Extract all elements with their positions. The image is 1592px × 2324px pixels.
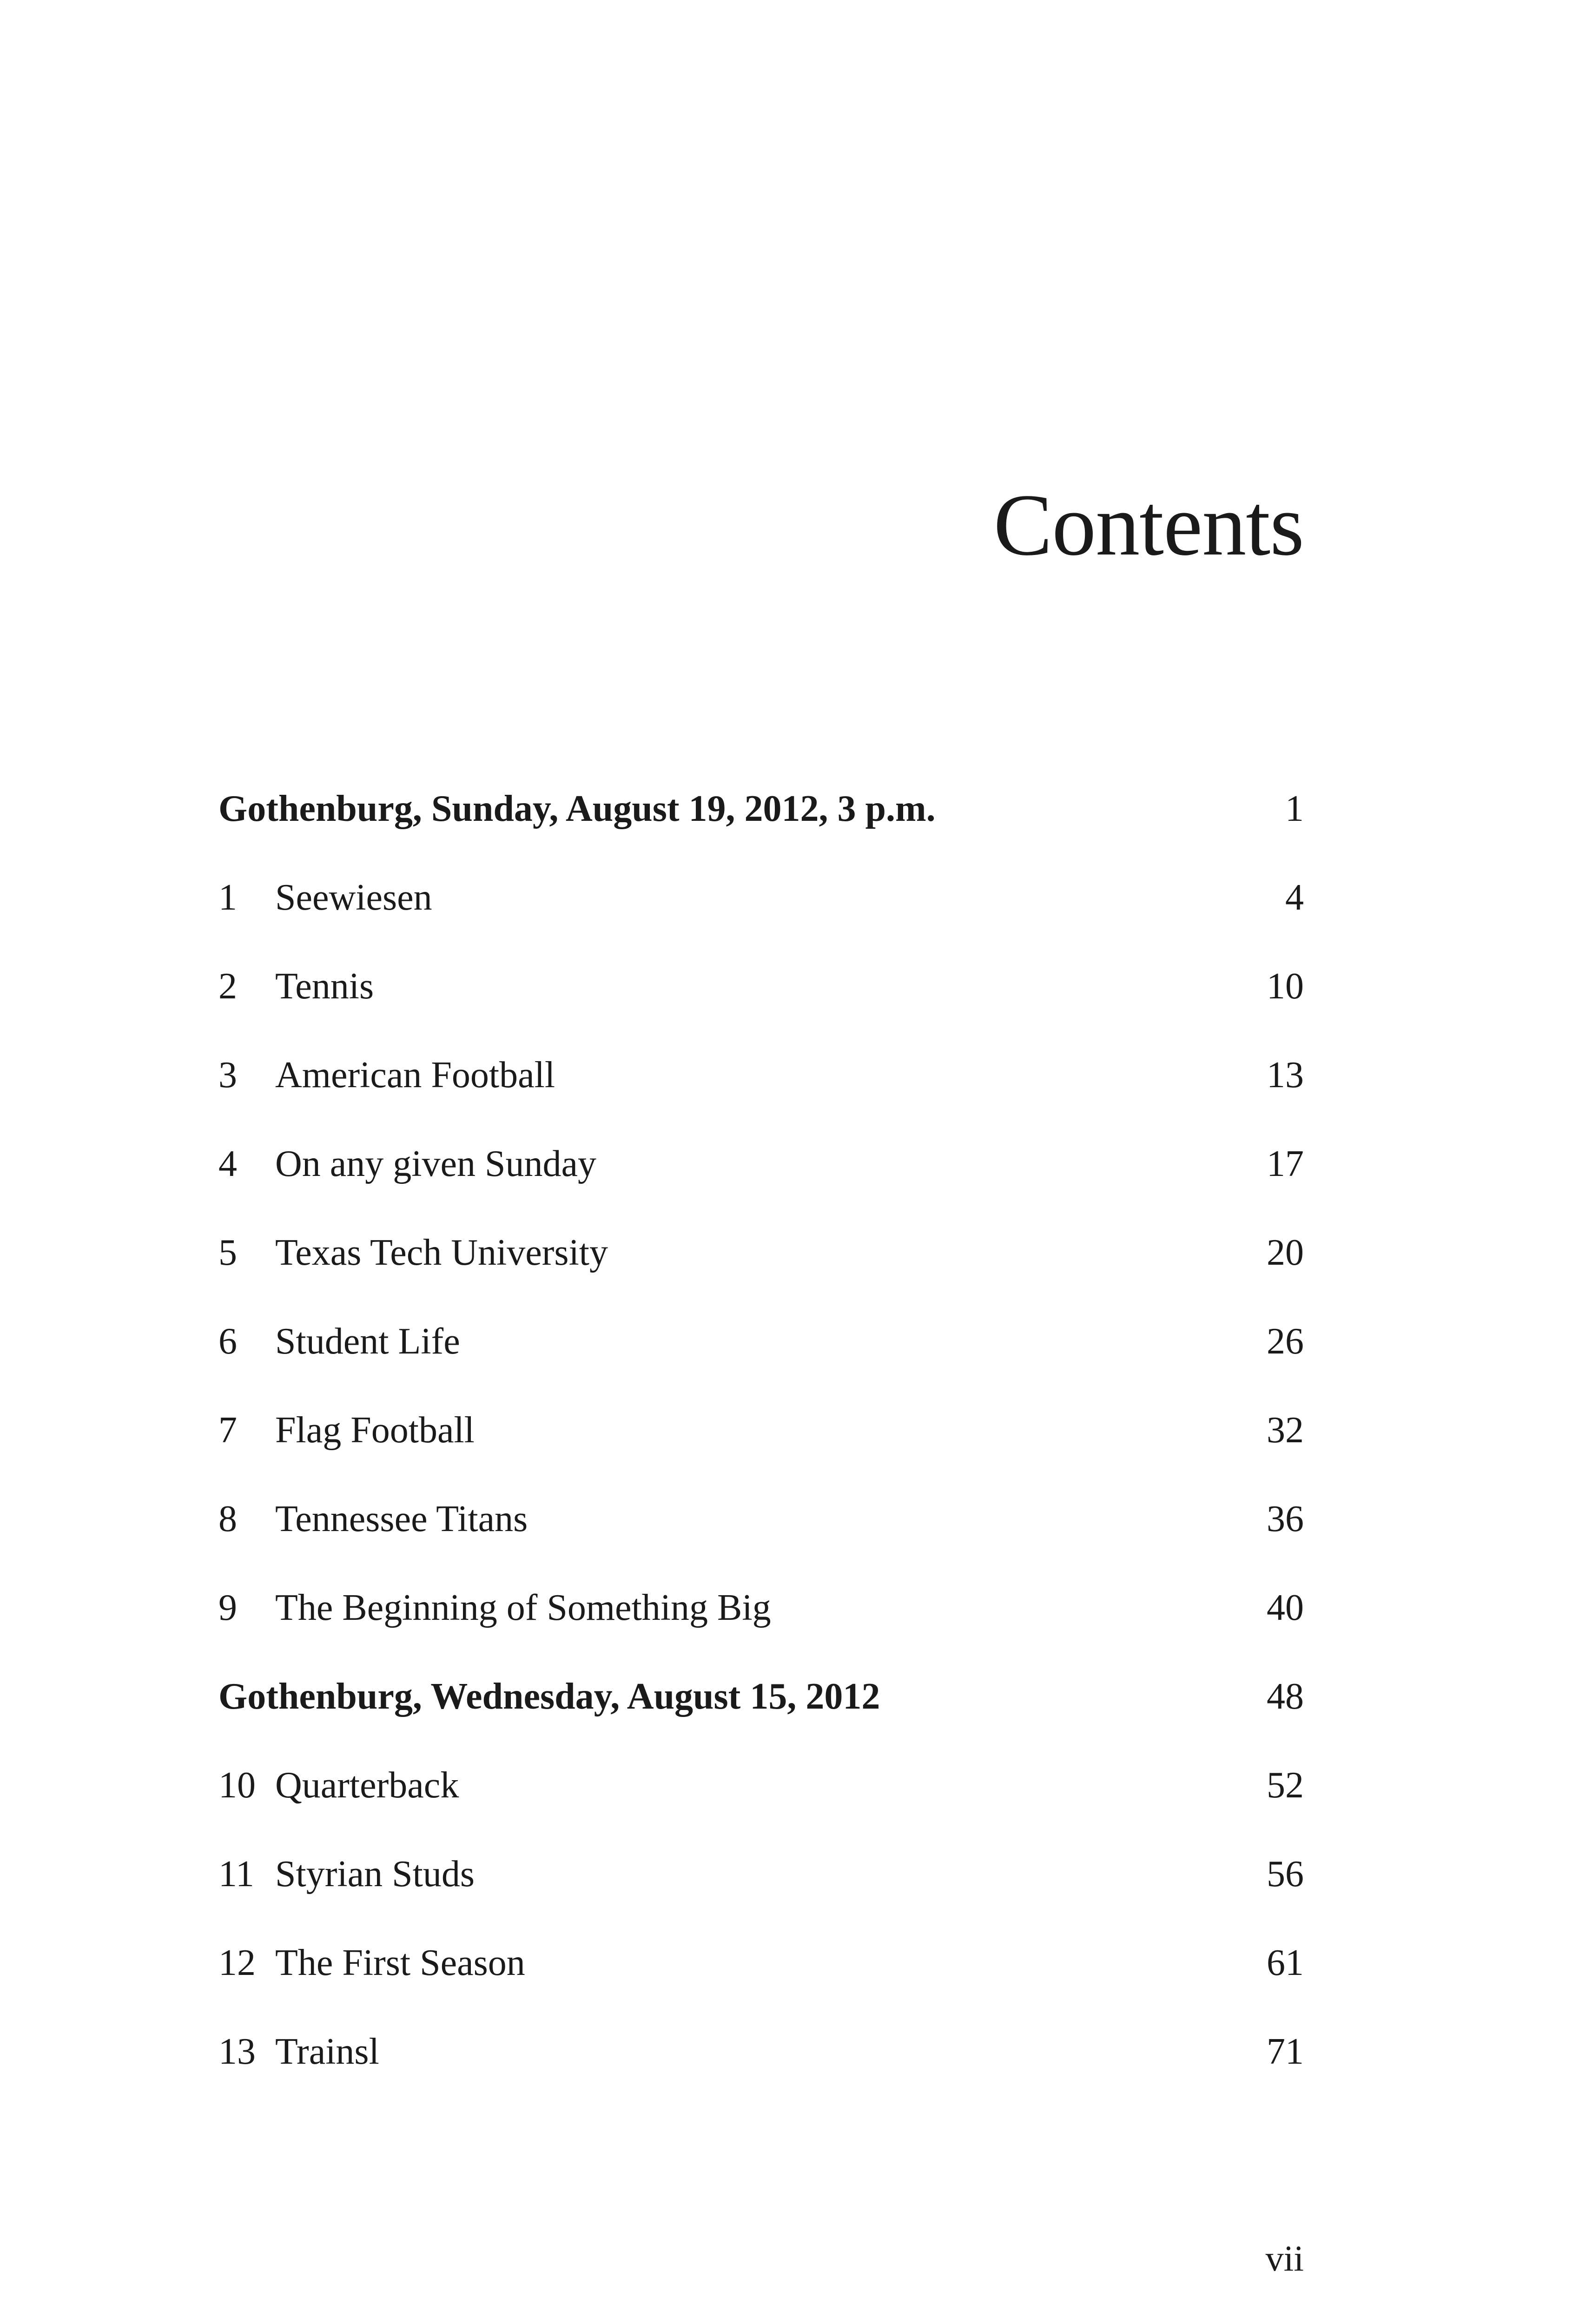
toc-entry-title: Tennessee Titans xyxy=(275,1499,528,1539)
toc-entry-title: Tennis xyxy=(275,966,374,1007)
toc-chapter-entry xyxy=(218,1500,1304,1589)
toc-entry-title: Gothenburg, Sunday, August 19, 2012, 3 p.m. xyxy=(218,788,936,829)
toc-entry-title: Styrian Studs xyxy=(275,1854,475,1895)
toc-part-entry xyxy=(218,790,1304,879)
toc-entry-number: 5 xyxy=(218,1232,237,1273)
toc-entry-title: Flag Football xyxy=(275,1410,475,1451)
toc-entry-page: 32 xyxy=(1267,1410,1304,1451)
toc-entry-title: The Beginning of Something Big xyxy=(275,1587,771,1628)
toc-entry-page: 4 xyxy=(1285,877,1304,918)
toc-entry-page: 40 xyxy=(1267,1587,1304,1628)
toc-entry-number: 8 xyxy=(218,1499,237,1539)
toc-entry-page: 52 xyxy=(1267,1765,1304,1806)
toc-entry-title: Gothenburg, Wednesday, August 15, 2012 xyxy=(218,1676,880,1717)
toc-chapter-entry xyxy=(218,1234,1304,1323)
toc-entry-title: Texas Tech University xyxy=(275,1232,608,1273)
toc-chapter-entry xyxy=(218,1145,1304,1234)
page-title: Contents xyxy=(993,476,1304,574)
toc-entry-page: 17 xyxy=(1267,1143,1304,1184)
toc-entry-page: 56 xyxy=(1267,1854,1304,1895)
toc-chapter-entry xyxy=(218,1767,1304,1855)
toc-part-entry xyxy=(218,1678,1304,1767)
toc-entry-number: 3 xyxy=(218,1055,237,1096)
table-of-contents xyxy=(218,790,1304,2122)
toc-chapter-entry xyxy=(218,1323,1304,1412)
toc-chapter-entry xyxy=(218,1855,1304,1944)
toc-entry-number: 4 xyxy=(218,1143,237,1184)
toc-chapter-entry xyxy=(218,1056,1304,1145)
toc-entry-number: 10 xyxy=(218,1765,256,1806)
toc-entry-title: On any given Sunday xyxy=(275,1143,597,1184)
toc-entry-title: Student Life xyxy=(275,1321,460,1362)
toc-entry-title: American Football xyxy=(275,1055,555,1096)
toc-entry-page: 48 xyxy=(1267,1676,1304,1717)
toc-entry-number: 11 xyxy=(218,1854,255,1895)
toc-entry-number: 6 xyxy=(218,1321,237,1362)
toc-entry-page: 13 xyxy=(1267,1055,1304,1096)
toc-entry-number: 2 xyxy=(218,966,237,1007)
toc-entry-number: 9 xyxy=(218,1587,237,1628)
toc-entry-page: 61 xyxy=(1267,1942,1304,1983)
toc-entry-title: The First Season xyxy=(275,1942,525,1983)
toc-entry-number: 1 xyxy=(218,877,237,918)
toc-chapter-entry xyxy=(218,968,1304,1056)
toc-entry-title: Seewiesen xyxy=(275,877,432,918)
page-folio: vii xyxy=(1265,2238,1304,2278)
toc-entry-page: 1 xyxy=(1285,788,1304,829)
toc-entry-title: Trainsl xyxy=(275,2031,379,2072)
toc-chapter-entry xyxy=(218,1412,1304,1500)
toc-entry-page: 10 xyxy=(1267,966,1304,1007)
toc-entry-title: Quarterback xyxy=(275,1765,459,1806)
toc-chapter-entry xyxy=(218,1944,1304,2033)
toc-entry-page: 36 xyxy=(1267,1499,1304,1539)
toc-chapter-entry xyxy=(218,1589,1304,1678)
toc-entry-page: 26 xyxy=(1267,1321,1304,1362)
toc-chapter-entry xyxy=(218,879,1304,968)
toc-entry-page: 20 xyxy=(1267,1232,1304,1273)
toc-entry-number: 12 xyxy=(218,1942,256,1983)
toc-entry-number: 13 xyxy=(218,2031,256,2072)
toc-entry-number: 7 xyxy=(218,1410,237,1451)
toc-entry-page: 71 xyxy=(1267,2031,1304,2072)
toc-chapter-entry xyxy=(218,2033,1304,2122)
